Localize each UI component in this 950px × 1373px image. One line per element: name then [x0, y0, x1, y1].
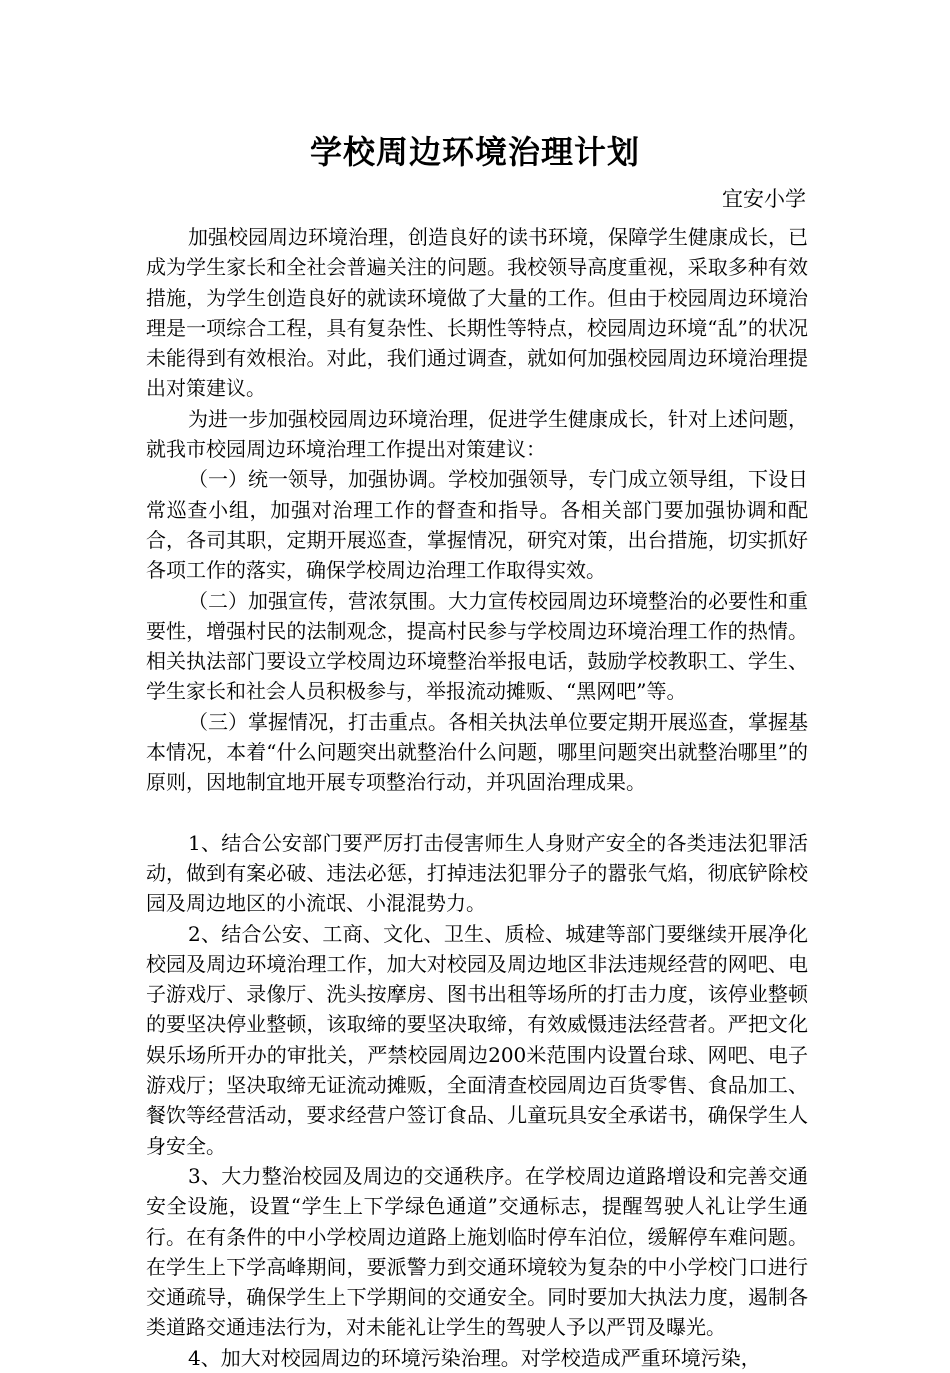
paragraph-measure-3: （三）掌握情况，打击重点。各相关执法单位要定期开展巡查，掌握基本情况，本着“什么问题突出就整治什么问题，哪里问题突出就整治哪里”的原则，因地制宜地开展专项整治行动，并巩固治理成果。 — [146, 709, 808, 795]
paragraph-intro: 加强校园周边环境治理，创造良好的读书环境，保障学生健康成长，已成为学生家长和全社会普遍关注的问题。我校领导高度重视，采取多种有效措施，为学生创造良好的就读环境做了大量的工作。但由于校园周边环境治理是一项综合工程，具有复杂性、长期性等特点，校园周边环境“乱”的状况未能得到有效根治。对此，我们通过调查，就如何加强校园周边环境治理提出对策建议。 — [146, 225, 808, 401]
paragraph-item-1: 1、结合公安部门要严厉打击侵害师生人身财产安全的各类违法犯罪活动，做到有案必破、违法必惩，打掉违法犯罪分子的嚣张气焰，彻底铲除校园及周边地区的小流氓、小混混势力。 — [146, 830, 808, 916]
paragraph-measure-1: （一）统一领导，加强协调。学校加强领导，专门成立领导组，下设日常巡查小组，加强对治理工作的督查和指导。各相关部门要加强协调和配合，各司其职，定期开展巡查，掌握情况，研究对策，出台措施，切实抓好各项工作的落实，确保学校周边治理工作取得实效。 — [146, 467, 808, 583]
document-author: 宜安小学 — [722, 187, 806, 211]
paragraph-proposal: 为进一步加强校园周边环境治理，促进学生健康成长，针对上述问题，就我市校园周边环境治理工作提出对策建议： — [146, 406, 808, 462]
document-title: 学校周边环境治理计划 — [309, 133, 640, 171]
document-body — [146, 222, 808, 1373]
paragraph-measure-2: （二）加强宣传，营浓氛围。大力宣传校园周边环境整治的必要性和重要性，增强村民的法制观念，提高村民参与学校周边环境治理工作的热情。相关执法部门要设立学校周边环境整治举报电话，鼓励学校教职工、学生、学生家长和社会人员积极参与，举报流动摊贩、“黑网吧”等。 — [146, 588, 808, 704]
paragraph-item-3: 3、大力整治校园及周边的交通秩序。在学校周边道路增设和完善交通安全设施，设置“学生上下学绿色通道”交通标志，提醒驾驶人礼让学生通行。在有条件的中小学校周边道路上施划临时停车泊位，缓解停车难问题。在学生上下学高峰期间，要派警力到交通环境较为复杂的中小学校门口进行交通疏导，确保学生上下学期间的交通安全。同时要加大执法力度，遏制各类道路交通违法行为，对未能礼让学生的驾驶人予以严罚及曝光。 — [146, 1163, 808, 1340]
paragraph-item-4: 4、加大对校园周边的环境污染治理。对学校造成严重环境污染， — [188, 1345, 761, 1370]
paragraph-item-2: 2、结合公安、工商、文化、卫生、质检、城建等部门要继续开展净化校园及周边环境治理工作，加大对校园及周边地区非法违规经营的网吧、电子游戏厅、录像厅、洗头按摩房、图书出租等场所的打击力度，该停业整顿的要坚决停业整顿，该取缔的要坚决取缔，有效威慑违法经营者。严把文化娱乐场所开办的审批关，严禁校园周边200米范围内设置台球、网吧、电子游戏厅；坚决取缔无证流动摊贩，全面清查校园周边百货零售、食品加工、餐饮等经营活动，要求经营户签订食品、儿童玩具安全承诺书，确保学生人身安全。 — [146, 921, 808, 1158]
